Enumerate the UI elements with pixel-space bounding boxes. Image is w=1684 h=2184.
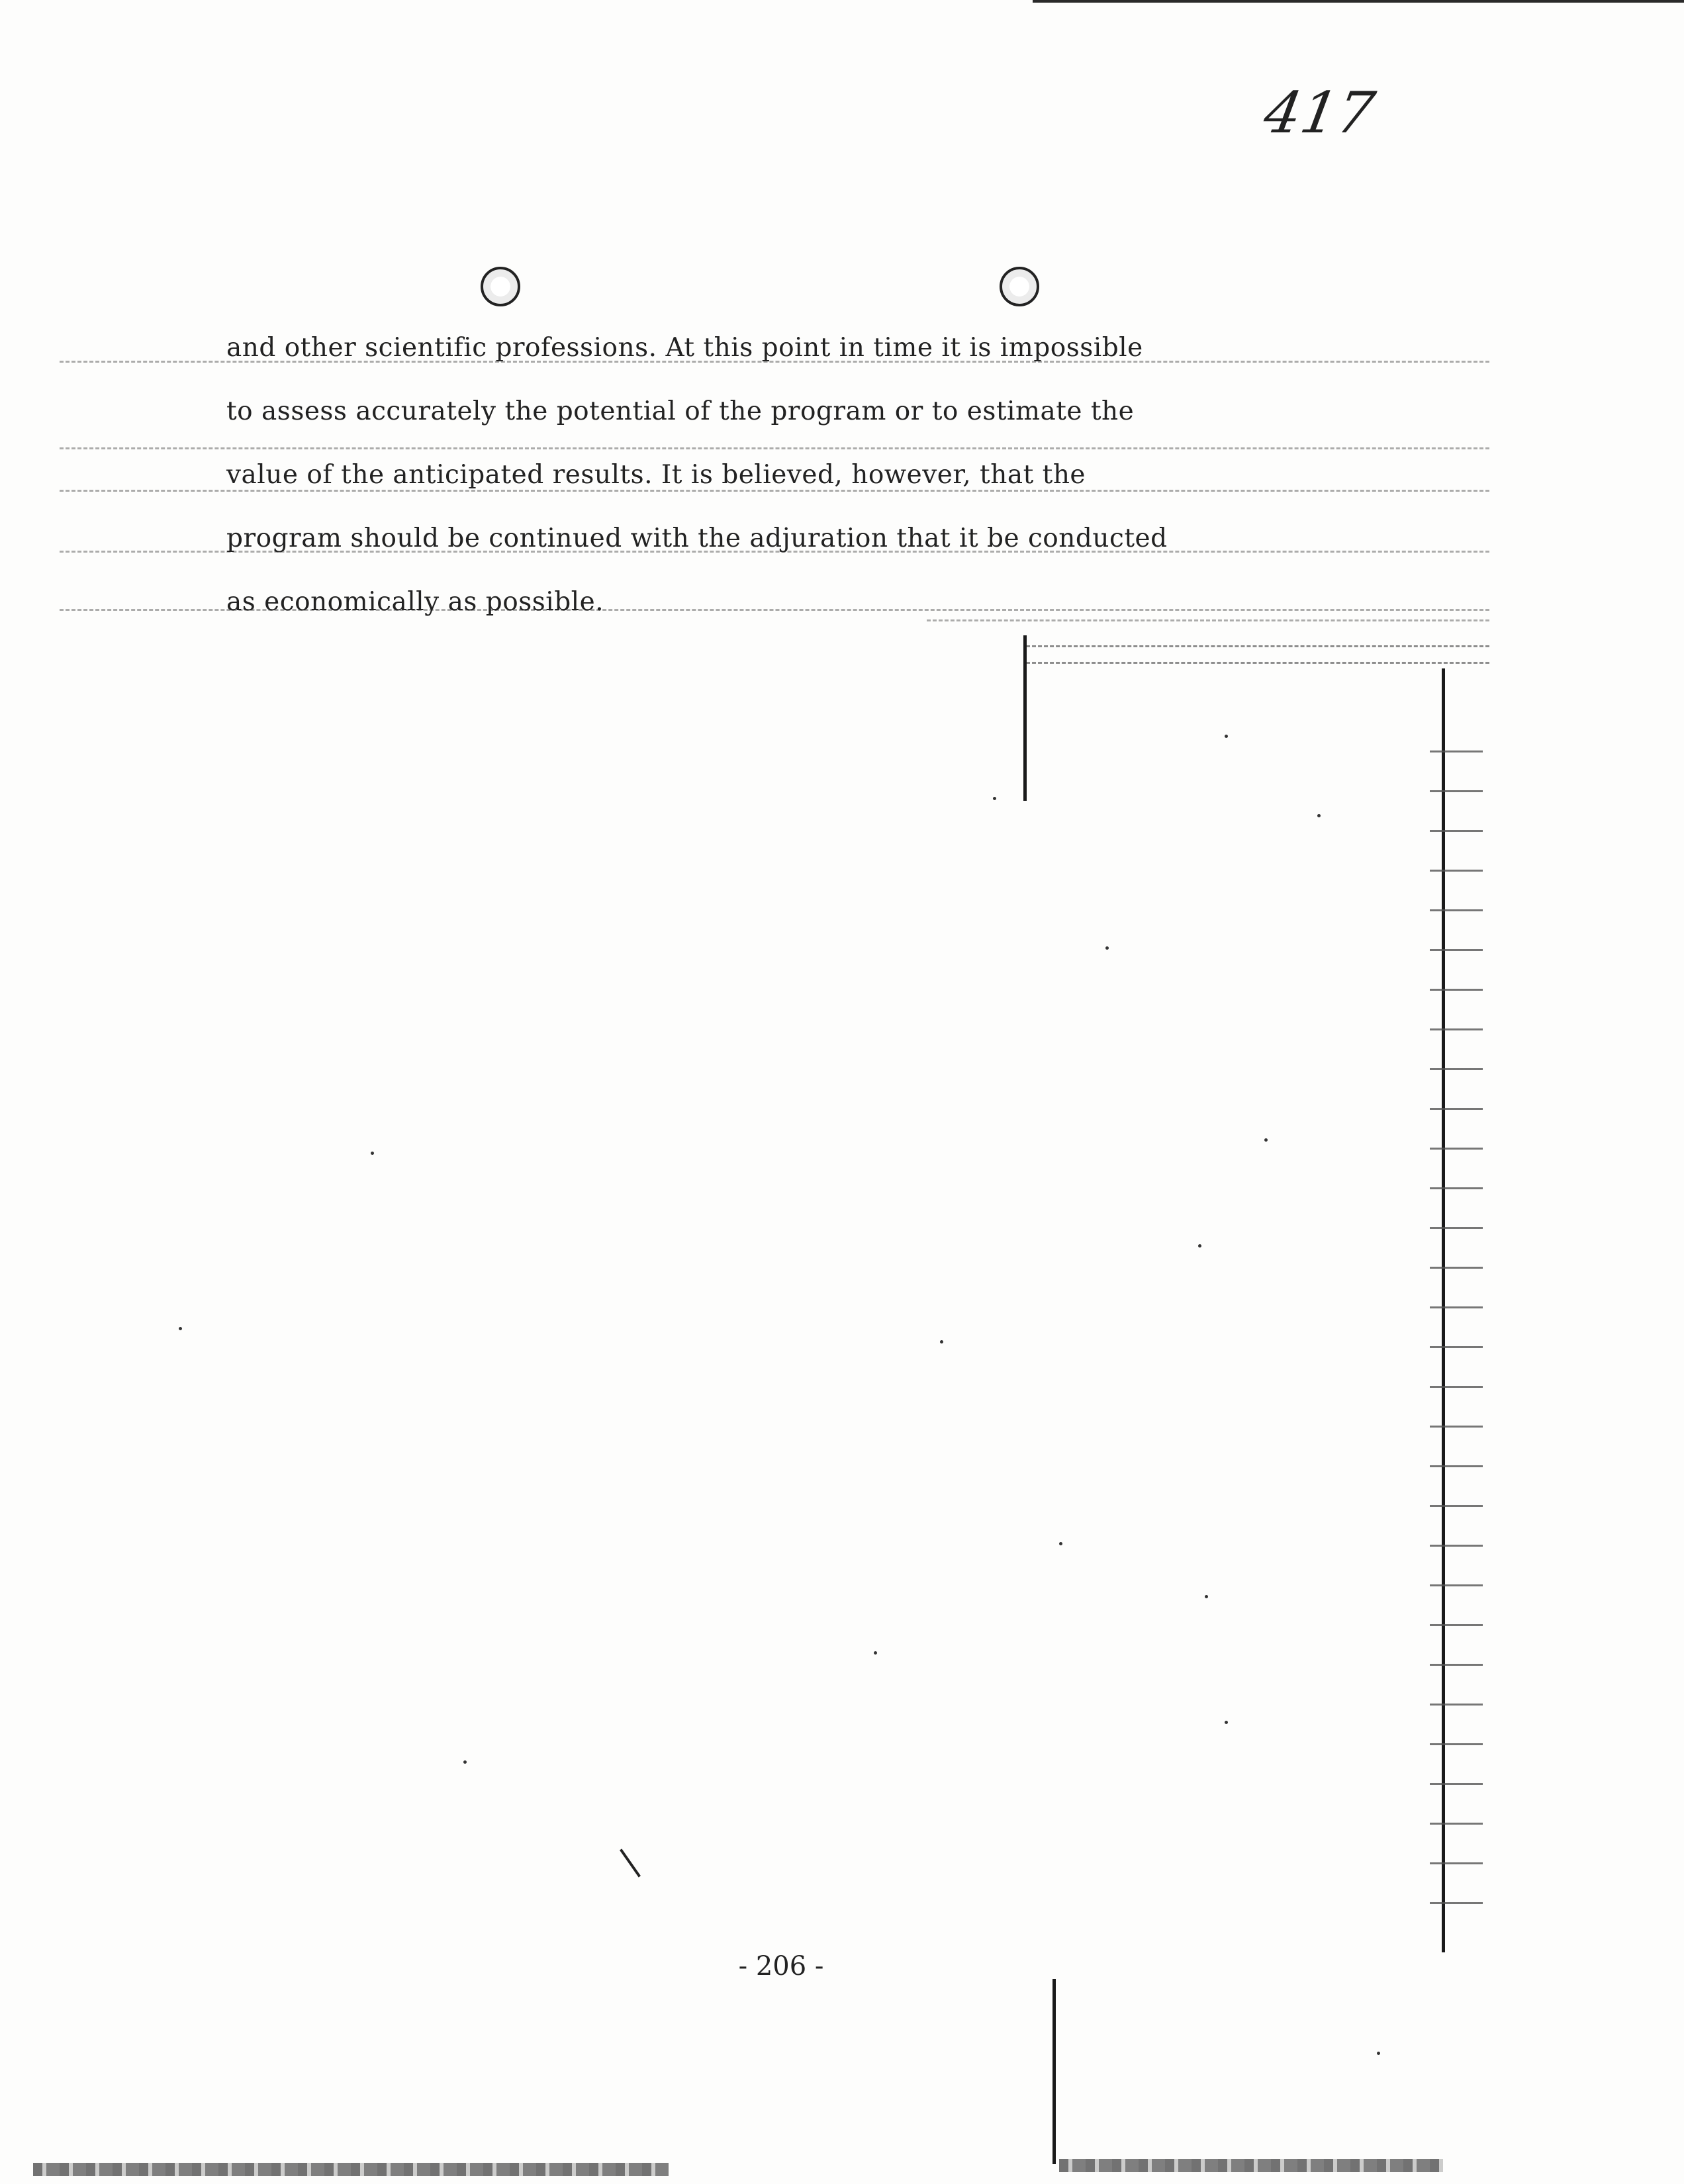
speck [1105,946,1109,950]
speck [1059,1542,1062,1545]
punch-hole-left [481,267,520,306]
handwritten-page-number-text: 417 [1259,80,1380,146]
vertical-rule [1023,635,1027,801]
footer-page-number: - 206 - [738,1951,824,1981]
margin-tick-marks [1430,728,1483,1919]
speck [371,1152,374,1155]
body-line: program should be continued with the adjuration that it be conducted [226,523,1168,553]
scan-artifact-strip [1026,645,1489,664]
speck [940,1340,943,1343]
speck [1205,1595,1208,1598]
speck [179,1327,182,1330]
handwritten-page-number [1258,79,1390,152]
scan-artifact-band [33,2163,669,2176]
body-line: and other scientific professions. At this point in time it is impossible [226,333,1143,363]
speck [1264,1138,1268,1142]
vertical-rule [1052,1979,1056,2164]
stray-mark [620,1848,641,1877]
speck [463,1760,467,1764]
speck [1225,735,1228,738]
body-paragraph [226,316,1391,634]
body-line: value of the anticipated results. It is believed, however, that the [226,460,1086,490]
body-line: to assess accurately the potential of the program or to estimate the [226,396,1135,426]
top-border-rule [1033,0,1684,3]
speck [874,1651,877,1655]
speck [1198,1244,1201,1248]
body-line: as economically as possible. [226,587,604,617]
scan-artifact-band [1059,2159,1443,2172]
speck [993,797,996,800]
speck [1225,1721,1228,1724]
speck [1377,2052,1380,2055]
punch-hole-right [1000,267,1039,306]
speck [1317,814,1321,817]
